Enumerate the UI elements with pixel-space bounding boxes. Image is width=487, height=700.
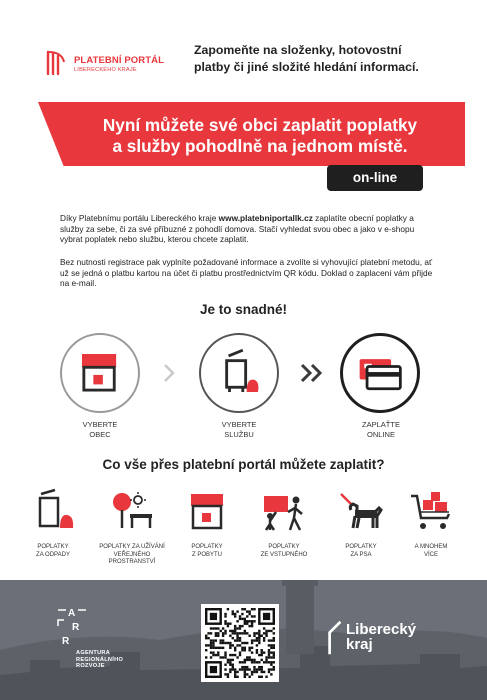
shopping-cart-icon (407, 488, 455, 538)
step-choose-municipality (60, 333, 140, 413)
category-admission-line-1: POPLATKY (268, 544, 300, 550)
category-public-space-label (92, 544, 172, 567)
step-1-line-2: OBEC (89, 430, 111, 439)
step-3-line-2: ONLINE (367, 430, 395, 439)
easy-heading: Je to snadné! (199, 302, 288, 317)
kraj-line-1: Liberecký (346, 621, 417, 638)
qr-code-icon (205, 608, 275, 678)
park-bench-icon (108, 488, 156, 538)
category-waste (18, 488, 88, 578)
agency-line-2: REGIONÁLNÍHO (76, 656, 124, 663)
portal-logo-subtitle: LIBERECKÉHO KRAJE (74, 67, 137, 73)
category-more-line-2: VÍCE (423, 551, 438, 558)
description-paragraph-1 (60, 213, 438, 245)
category-more-label (396, 544, 466, 559)
category-waste-line-2: ZA ODPADY (36, 551, 70, 558)
category-public-space-line-1: POPLATKY ZA UŽÍVÁNÍ (99, 544, 165, 550)
description-paragraph-2: Bez nutnosti registrace pak vyplníte požadované informace a zvolíte si vyhovující platební metodu, ať už se jedná o platbu kartou na účet či platbu prostřednictvím QR kódu. Doklad o zaplacení vám přijde na e-mail. (60, 257, 433, 288)
category-stay-line-1: POPLATKY (191, 544, 223, 550)
kraj-name (346, 622, 416, 652)
kraj-line-2: kraj (346, 636, 373, 653)
agency-name (76, 650, 123, 670)
category-stay (172, 488, 242, 578)
agency-logo-icon (52, 606, 92, 646)
step-pay-online (340, 333, 420, 413)
portal-logo-title: PLATEBNÍ PORTÁL (74, 55, 164, 66)
category-more (396, 488, 466, 578)
svg-text:A: A (68, 608, 76, 619)
house-icon (62, 335, 138, 411)
waste-bin-icon (29, 488, 77, 538)
agency-line-1: AGENTURA (76, 650, 111, 656)
category-dog-line-2: ZA PSA (350, 551, 372, 558)
intro-line-2: platby či jiné složité hledání informací. (194, 60, 419, 74)
svg-text:R: R (62, 636, 70, 646)
category-more-line-1: A MNOHEM (414, 544, 448, 550)
portal-url-link[interactable]: www.platebniportallk.cz (218, 213, 313, 223)
agency-logo (52, 606, 152, 676)
intro-line-1: Zapomeňte na složenky, hotovostní (194, 43, 402, 57)
page-header (0, 0, 487, 100)
category-admission-label (249, 544, 319, 559)
step-3-line-1: ZAPLAŤTE (362, 420, 400, 429)
banner-line-1: Nyní můžete své obci zaplatit poplatky (102, 115, 418, 135)
kraj-logo-mark-icon (326, 620, 344, 656)
category-stay-label (172, 544, 242, 559)
qr-code[interactable] (201, 604, 279, 682)
category-waste-line-1: POPLATKY (37, 544, 69, 550)
portal-logo-icon (44, 48, 74, 78)
step-choose-service (199, 333, 279, 413)
categories-heading: Co vše přes platební portál můžete zaplatit? (102, 457, 385, 472)
category-public-space (92, 488, 172, 578)
category-dog (326, 488, 396, 578)
step-1-line-1: VYBERTE (82, 420, 118, 429)
step-2-line-2: SLUŽBU (224, 430, 254, 439)
step-label-2 (194, 420, 284, 440)
house-icon (183, 488, 231, 538)
trash-bin-icon (201, 335, 277, 411)
step-2-line-1: VYBERTE (221, 420, 257, 429)
category-dog-line-1: POPLATKY (345, 544, 377, 550)
category-admission (249, 488, 319, 578)
chevron-right-icon (161, 362, 177, 384)
intro-text (194, 42, 454, 76)
step-label-1 (55, 420, 145, 440)
banner-headline (60, 115, 460, 157)
payment-card-icon (343, 336, 417, 410)
category-public-space-line-3: PROSTRANSTVÍ (108, 559, 156, 566)
dog-icon (337, 488, 385, 538)
portal-logo (44, 48, 184, 88)
visitors-icon (260, 488, 308, 538)
paragraph-1-after: zaplatíte obecní poplatky a služby za sebe, či za své příbuzné z pohodlí domova. Stačí vyhledat svou obec a jako v e-shopu vybrat poplatek nebo službu, kterou chcete zaplatit. (60, 213, 415, 244)
category-waste-label (18, 544, 88, 559)
online-badge: on-line (327, 165, 423, 191)
svg-text:R: R (72, 622, 80, 633)
category-dog-label (326, 544, 396, 559)
step-label-3 (336, 420, 426, 440)
banner-line-2: a služby pohodlně na jednom místě. (112, 136, 408, 156)
paragraph-1-before: Díky Platebnímu portálu Libereckého kraje (60, 213, 219, 223)
category-public-space-line-2: VEŘEJNÉHO (113, 551, 151, 558)
agency-line-3: ROZVOJE (76, 663, 105, 670)
category-stay-line-2: Z POBYTU (191, 551, 222, 558)
double-chevron-right-icon (299, 362, 325, 384)
category-admission-line-2: ZE VSTUPNÉHO (260, 551, 308, 558)
liberecky-kraj-logo (326, 616, 436, 666)
